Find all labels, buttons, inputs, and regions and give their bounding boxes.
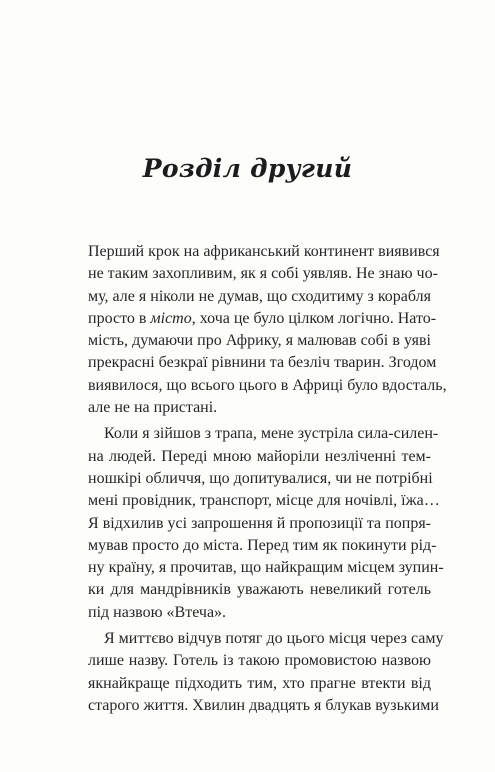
italic-word: місто — [150, 309, 192, 327]
text-line: під назвою «Втеча». — [88, 603, 227, 621]
text-line: Я миттєво відчув потяг до цього місця через саму — [104, 630, 444, 648]
text-line: Перший крок на африканський континент виявився — [88, 243, 440, 260]
chapter-title: Розділ другий — [142, 154, 353, 183]
text-line: мені провідник, транспорт, місце для ночівлі, їжа… — [88, 492, 440, 510]
text-line-with-italic: просто в місто, хоча це було цілком логічно. Нато- — [88, 309, 437, 327]
text-line: але не на пристані. — [88, 399, 218, 417]
text-line: на людей. Переді мною майоріли незліченні тем- — [88, 447, 431, 465]
body-text — [88, 241, 447, 717]
text-line: прекрасні безкраї рівнини та безліч тварин. Згодом — [88, 354, 437, 372]
text-line: лише назву. Готель із такою промовистою назвою — [88, 652, 431, 670]
paragraph-3 — [88, 628, 444, 717]
text-line: Я відхилив усі запрошення й пропозиції та попря- — [88, 514, 431, 532]
text-line: Коли я зійшов з трапа, мене зустріла сила-силен- — [104, 425, 439, 443]
text-line: му, але я ніколи не думав, що сходитиму з корабля — [88, 287, 431, 305]
text-line: якнайкраще підходить тим, хто прагне втекти від — [88, 674, 431, 692]
text-line: мість, думаючи про Африку, я малював собі в уяві — [88, 332, 431, 350]
text-line: ношкірі обличчя, що допитувалися, чи не потрібні — [88, 469, 433, 487]
text-line: ки для мандрівників уважають невеликий готель — [88, 581, 431, 599]
text-line: ну країну, я прочитав, що найкращим місцем зупин- — [88, 559, 444, 577]
text-line: старого життя. Хвилин двадцять я блукав вузькими — [88, 696, 439, 714]
text-line: мував просто до міста. Перед тим як покинути рід- — [88, 536, 437, 554]
text-line: виявилося, що всього цього в Африці було вдосталь, — [88, 376, 447, 394]
text-line: не таким захопливим, як я собі уявляв. Не знаю чо- — [88, 265, 438, 283]
paragraph-2 — [88, 423, 444, 624]
paragraph-1 — [88, 241, 447, 419]
